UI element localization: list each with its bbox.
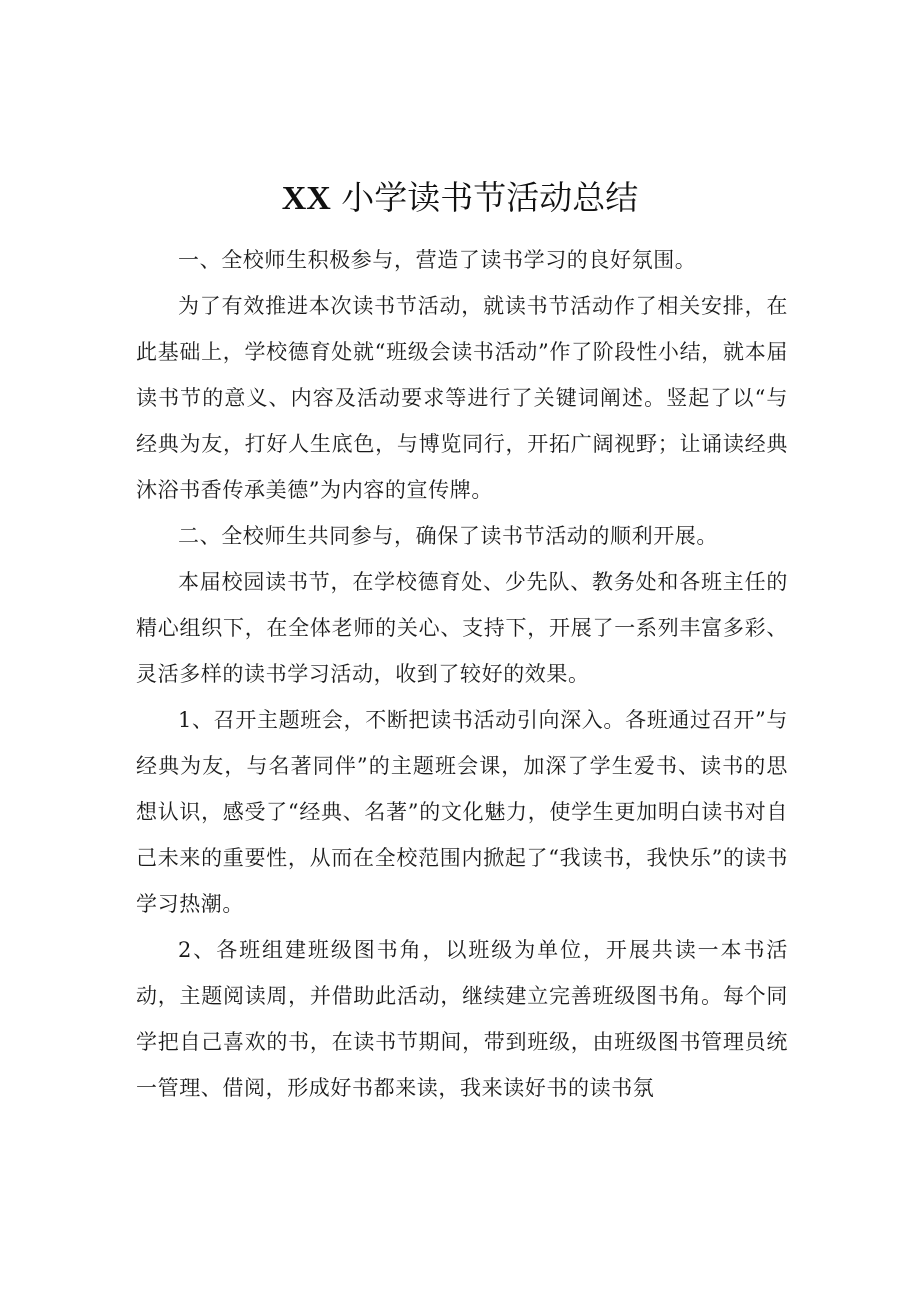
section-heading-2: 二、全校师生共同参与，确保了读书节活动的顺利开展。 xyxy=(178,524,718,548)
document-title-text: 小学读书节活动总结 xyxy=(341,178,639,217)
section-heading-1: 一、全校师生积极参与，营造了读书学习的良好氛围。 xyxy=(178,248,697,272)
body-paragraph: 2、各班组建班级图书角，以班级为单位，开展共读一本书活动，主题阅读周，并借助此活动，继续建立完善班级图书角。每个同学把自己喜欢的书，在读书节期间，带到班级，由班级图书管理员统一管理、借阅，形成好书都来读，我来读好书的读书氛 xyxy=(136,938,788,1100)
document-title-prefix: XX xyxy=(281,180,331,217)
document-body xyxy=(136,237,788,1111)
body-paragraph: 本届校园读书节，在学校德育处、少先队、教务处和各班主任的精心组织下，在全体老师的关心、支持下，开展了一系列丰富多彩、灵活多样的读书学习活动，收到了较好的效果。 xyxy=(136,570,788,686)
body-paragraph: 1、召开主题班会，不断把读书活动引向深入。各班通过召开”与经典为友，与名著同伴”的主题班会课，加深了学生爱书、读书的思想认识，感受了“经典、名著”的文化魅力，使学生更加明白读书对自己未来的重要性，从而在全校范围内掀起了“我读书，我快乐”的读书学习热潮。 xyxy=(136,708,788,916)
body-paragraph: 为了有效推进本次读书节活动，就读书节活动作了相关安排，在此基础上，学校德育处就“班级会读书活动”作了阶段性小结，就本届读书节的意义、内容及活动要求等进行了关键词阐述。竖起了以“与经典为友，打好人生底色，与博览同行，开拓广阔视野；让诵读经典沐浴书香传承美德”为内容的宣传牌。 xyxy=(136,294,788,502)
document-title xyxy=(0,172,920,225)
